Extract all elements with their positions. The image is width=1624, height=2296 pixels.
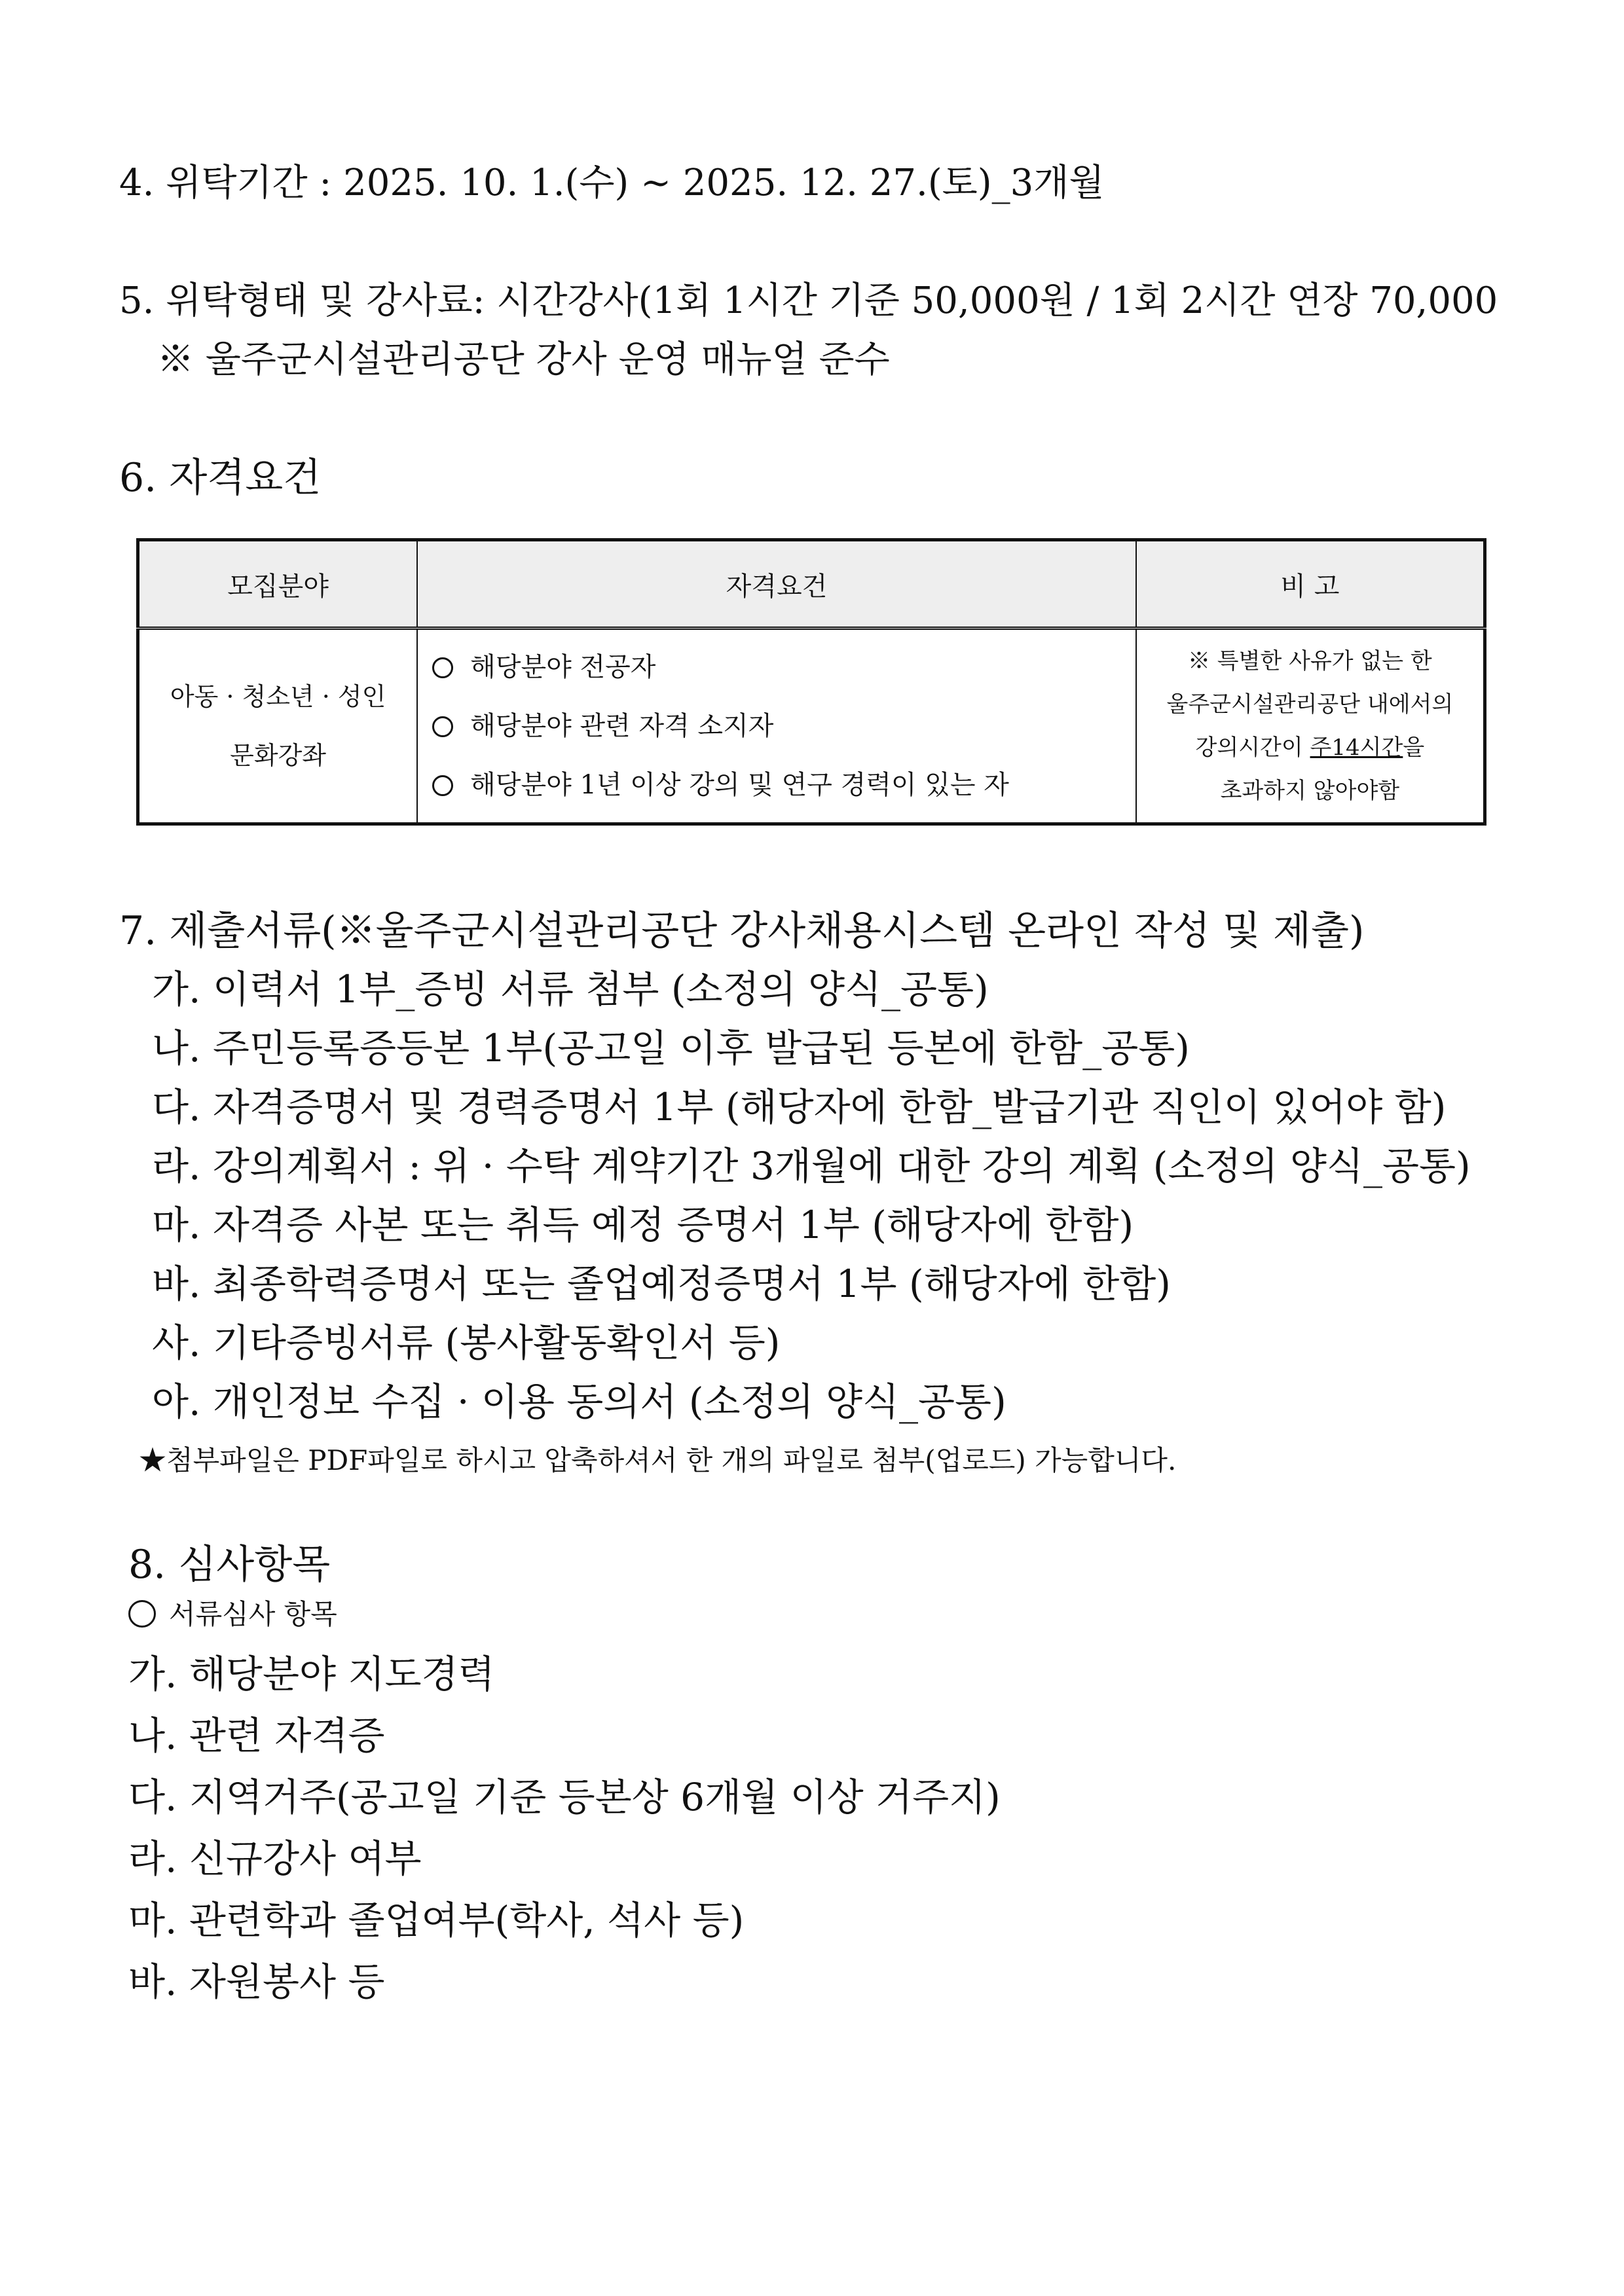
qualification-item: 해당분야 전공자 — [432, 638, 1135, 697]
field-line-2: 문화강좌 — [230, 741, 326, 770]
qualification-item: 해당분야 관련 자격 소지자 — [432, 697, 1135, 756]
table-header-row — [138, 540, 1485, 629]
field-cell — [138, 629, 418, 824]
screening-item: 나. 관련 자격증 — [128, 1713, 385, 1758]
screening-item: 마. 관련학과 졸업여부(학사, 석사 등) — [128, 1898, 745, 1942]
remark-line-4: 초과하지 않아야함 — [1220, 778, 1400, 804]
qualification-table — [136, 538, 1486, 826]
header-qualification: 자격요건 — [417, 540, 1136, 629]
header-remark: 비 고 — [1136, 540, 1485, 629]
qualification-item: 해당분야 1년 이상 강의 및 연구 경력이 있는 자 — [432, 756, 1135, 814]
screening-item: 다. 지역거주(공고일 기준 등본상 6개월 이상 거주지) — [128, 1775, 1001, 1819]
circle-bullet-icon — [432, 775, 453, 796]
attachment-note: ★첨부파일은 PDF파일로 하시고 압축하셔서 한 개의 파일로 첨부(업로드) 가능합니다. — [139, 1444, 1177, 1476]
screening-item: 라. 신규강사 여부 — [128, 1836, 422, 1881]
hours-limit: 주14시간 — [1310, 735, 1403, 761]
section-8-title: 8. 심사항목 — [128, 1542, 331, 1588]
section-6-title: 6. 자격요건 — [119, 455, 322, 501]
section-7-title: 7. 제출서류(※울주군시설관리공단 강사채용시스템 온라인 작성 및 제출) — [119, 908, 1365, 954]
manual-note: ※ 울주군시설관리공단 강사 운영 매뉴얼 준수 — [157, 338, 890, 381]
contract-type-line: 5. 위탁형태 및 강사료: 시간강사(1회 1시간 기준 50,000원 / 1회 2시간 연장 70,000 — [119, 280, 1498, 322]
document-item: 바. 최종학력증명서 또는 졸업예정증명서 1부 (해당자에 한함) — [152, 1262, 1171, 1306]
document-item: 나. 주민등록증등본 1부(공고일 이후 발급된 등본에 한함_공통) — [152, 1026, 1190, 1070]
document-item: 마. 자격증 사본 또는 취득 예정 증명서 1부 (해당자에 한함) — [152, 1203, 1134, 1247]
screening-item: 바. 자원봉사 등 — [128, 1959, 385, 2004]
remark-cell — [1136, 629, 1485, 824]
document-item: 라. 강의계획서 : 위 · 수탁 계약기간 3개월에 대한 강의 계획 (소정의 양식_공통) — [152, 1144, 1471, 1188]
period-line: 4. 위탁기간 : 2025. 10. 1.(수) ~ 2025. 12. 27.(토)_3개월 — [119, 162, 1105, 204]
document-item: 가. 이력서 1부_증빙 서류 첨부 (소정의 양식_공통) — [152, 967, 989, 1011]
document-item: 다. 자격증명서 및 경력증명서 1부 (해당자에 한함_발급기관 직인이 있어야 함) — [152, 1085, 1447, 1129]
screening-item: 가. 해당분야 지도경력 — [128, 1652, 495, 1696]
circle-bullet-icon — [432, 716, 453, 737]
screening-subtitle: 서류심사 항목 — [128, 1600, 337, 1628]
header-field: 모집분야 — [138, 540, 418, 629]
qualification-cell — [417, 629, 1136, 824]
remark-line-3: 강의시간이 주14시간을 — [1195, 735, 1425, 761]
remark-line-2: 울주군시설관리공단 내에서의 — [1166, 691, 1454, 718]
table-row — [138, 629, 1485, 824]
document-item: 사. 기타증빙서류 (봉사활동확인서 등) — [152, 1321, 781, 1365]
circle-bullet-icon — [432, 657, 453, 678]
remark-line-1: ※ 특별한 사유가 없는 한 — [1187, 648, 1432, 674]
circle-bullet-icon — [128, 1600, 156, 1628]
field-line-1: 아동 · 청소년 · 성인 — [170, 682, 386, 711]
document-item: 아. 개인정보 수집 · 이용 동의서 (소정의 양식_공통) — [152, 1379, 1006, 1424]
